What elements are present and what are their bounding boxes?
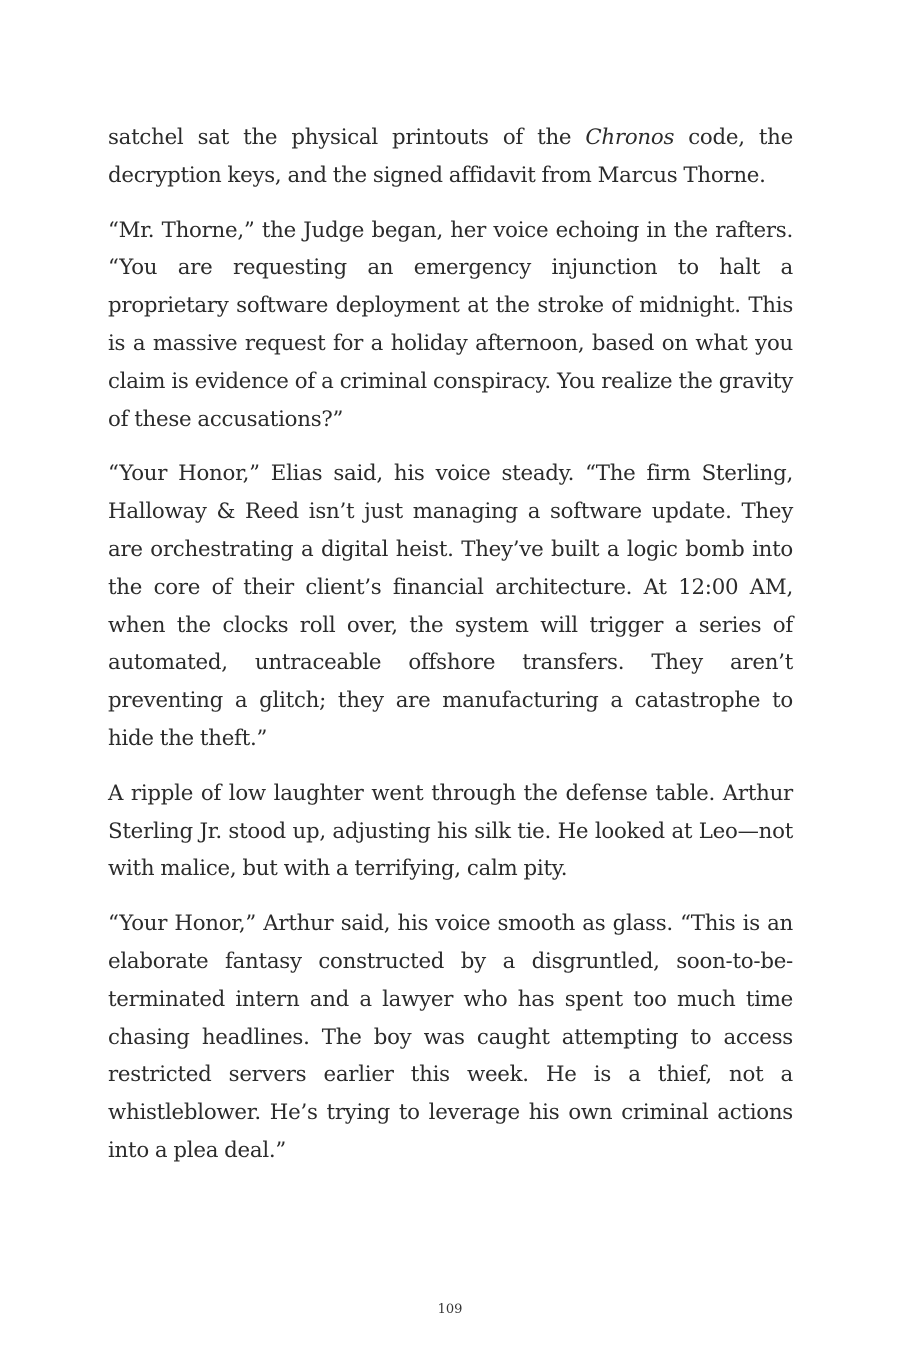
page-body	[108, 119, 793, 1187]
paragraph-2: “Mr. Thorne,” the Judge began, her voice echoing in the rafters. “You are requesting an emergency injunction to halt a proprietary software deployment at the stroke of midnight. This is a massive request for a holiday afternoon, based on what you claim is evidence of a criminal conspiracy. You realize the gravity of these accusations?”	[108, 217, 793, 432]
paragraph-1	[108, 119, 793, 195]
page-number: 109	[437, 1302, 463, 1317]
paragraph-1-after: code, the decryption keys, and the signed affidavit from Marcus Thorne.	[108, 125, 793, 188]
paragraph-4: A ripple of low laughter went through the defense table. Arthur Sterling Jr. stood up, adjusting his silk tie. He looked at Leo—not with malice, but with a terrifying, calm pity.	[108, 780, 793, 882]
paragraph-1-before: satchel sat the physical printouts of the	[108, 125, 586, 150]
paragraph-5: “Your Honor,” Arthur said, his voice smooth as glass. “This is an elaborate fantasy constructed by a disgruntled, soon-to-be-terminated intern and a lawyer who has spent too much time chasing headlines. The boy was caught attempting to access restricted servers earlier this week. He is a thief, not a whistleblower. He’s trying to leverage his own criminal actions into a plea deal.”	[108, 911, 793, 1163]
book-title-chronos: Chronos	[585, 125, 675, 150]
paragraph-3: “Your Honor,” Elias said, his voice steady. “The firm Sterling, Halloway & Reed isn’t just managing a software update. They are orchestrating a digital heist. They’ve built a logic bomb into the core of their client’s financial architecture. At 12:00 AM, when the clocks roll over, the system will trigger a series of automated, untraceable offshore transfers. They aren’t preventing a glitch; they are manufacturing a catastrophe to hide the theft.”	[108, 461, 793, 751]
